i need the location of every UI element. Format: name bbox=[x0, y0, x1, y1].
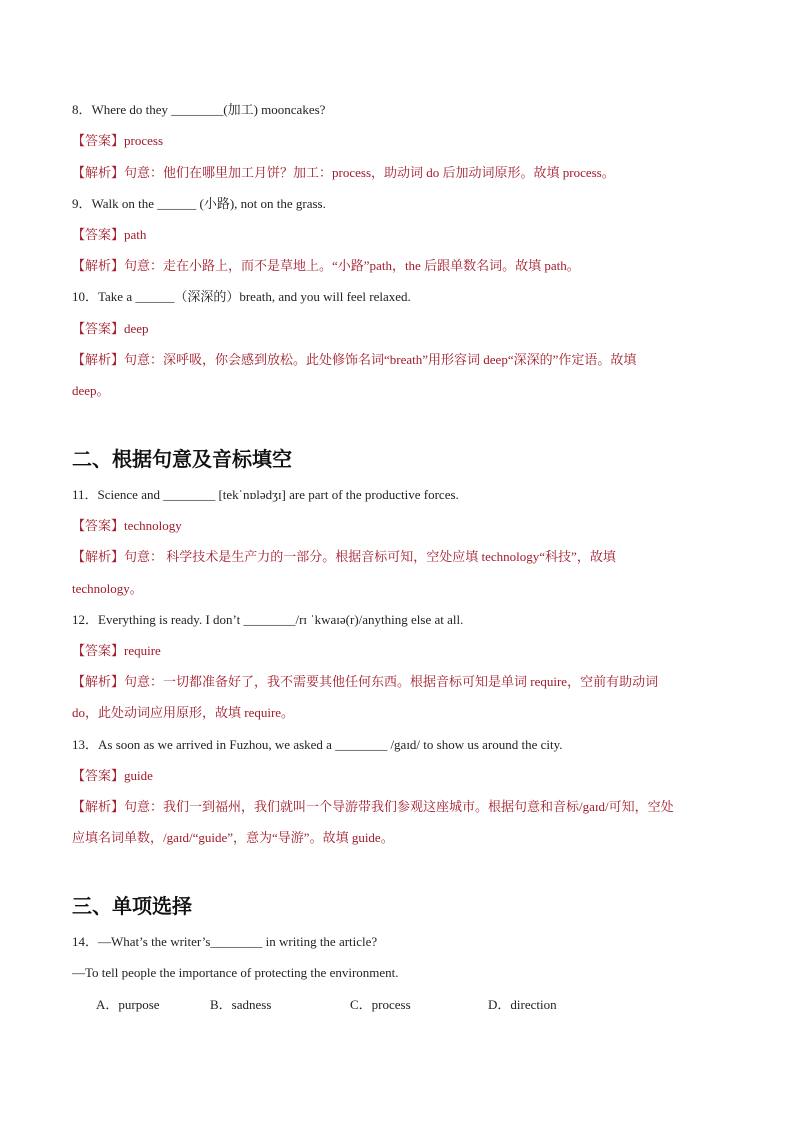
answer-value: deep bbox=[124, 321, 149, 336]
question-9-answer bbox=[72, 225, 734, 245]
analysis-text: 句意： 科学技术是生产力的一部分。根据音标可知，空处应填 technology“科技”，故填 bbox=[124, 549, 616, 564]
question-13-analysis bbox=[72, 797, 734, 817]
question-12-analysis-continued: do，此处动词应用原形，故填 require。 bbox=[72, 705, 295, 720]
analysis-text: 句意：走在小路上，而不是草地上。“小路”path，the 后跟单数名词。故填 path。 bbox=[124, 258, 580, 273]
analysis-text: 句意：他们在哪里加工月饼？加工：process，助动词 do 后加动词原形。故填 process。 bbox=[124, 165, 615, 180]
question-9-text: 9．Walk on the ______ (小路), not on the grass. bbox=[72, 196, 326, 211]
question-11-text: 11．Science and ________ [tekˈnɒlədʒɪ] are part of the productive forces. bbox=[72, 487, 459, 502]
answer-tag: 【答案】 bbox=[72, 227, 125, 242]
question-14-text: 14．—What’s the writer’s________ in writing the article? bbox=[72, 934, 378, 949]
section-2-heading: 二、根据句意及音标填空 bbox=[72, 447, 292, 471]
answer-tag: 【答案】 bbox=[72, 643, 125, 658]
answer-value: require bbox=[124, 643, 161, 658]
question-9-analysis bbox=[72, 256, 734, 276]
section-3-heading: 三、单项选择 bbox=[72, 894, 192, 918]
answer-value: process bbox=[124, 133, 164, 148]
question-8-answer bbox=[72, 131, 734, 151]
answer-tag: 【答案】 bbox=[72, 133, 125, 148]
answer-tag: 【答案】 bbox=[72, 518, 125, 533]
answer-value: technology bbox=[124, 518, 182, 533]
option-d[interactable]: D．direction bbox=[488, 997, 557, 1012]
question-12-answer bbox=[72, 641, 734, 661]
question-10-analysis bbox=[72, 350, 734, 370]
analysis-text: 句意：深呼吸，你会感到放松。此处修饰名词“breath”用形容词 deep“深深的”作定语。故填 bbox=[124, 352, 637, 367]
analysis-tag: 【解析】 bbox=[72, 165, 125, 180]
analysis-tag: 【解析】 bbox=[72, 352, 125, 367]
answer-tag: 【答案】 bbox=[72, 768, 125, 783]
question-13-analysis-continued: 应填名词单数，/gaɪd/“guide”，意为“导游”。故填 guide。 bbox=[72, 830, 394, 845]
question-11-answer bbox=[72, 516, 734, 536]
question-10-answer bbox=[72, 319, 734, 339]
answer-value: path bbox=[124, 227, 147, 242]
question-12-analysis bbox=[72, 672, 734, 692]
answer-tag: 【答案】 bbox=[72, 321, 125, 336]
option-c[interactable]: C．process bbox=[350, 997, 411, 1012]
analysis-tag: 【解析】 bbox=[72, 258, 125, 273]
analysis-text: 句意：我们一到福州，我们就叫一个导游带我们参观这座城市。根据句意和音标/gaɪd/可知，空处 bbox=[124, 799, 674, 814]
option-b[interactable]: B．sadness bbox=[210, 997, 272, 1012]
question-8-text: 8．Where do they ________(加工) mooncakes? bbox=[72, 102, 326, 117]
question-10-analysis-continued: deep。 bbox=[72, 383, 110, 398]
analysis-tag: 【解析】 bbox=[72, 799, 125, 814]
question-10-text: 10．Take a ______（深深的）breath, and you will feel relaxed. bbox=[72, 289, 411, 304]
question-14-reply: —To tell people the importance of protecting the environment. bbox=[72, 965, 399, 980]
question-12-text: 12．Everything is ready. I don’t ________/rɪ ˈkwaɪə(r)/anything else at all. bbox=[72, 612, 464, 627]
analysis-tag: 【解析】 bbox=[72, 674, 125, 689]
question-13-text: 13．As soon as we arrived in Fuzhou, we asked a ________ /gaɪd/ to show us around the city. bbox=[72, 737, 563, 752]
question-11-analysis bbox=[72, 547, 734, 567]
option-a[interactable]: A．purpose bbox=[96, 997, 160, 1012]
analysis-tag: 【解析】 bbox=[72, 549, 125, 564]
analysis-text: 句意：一切都准备好了，我不需要其他任何东西。根据音标可知是单词 require，空前有助动词 bbox=[124, 674, 659, 689]
question-11-analysis-continued: technology。 bbox=[72, 581, 143, 596]
question-8-analysis bbox=[72, 163, 734, 183]
question-13-answer bbox=[72, 766, 734, 786]
answer-value: guide bbox=[124, 768, 153, 783]
